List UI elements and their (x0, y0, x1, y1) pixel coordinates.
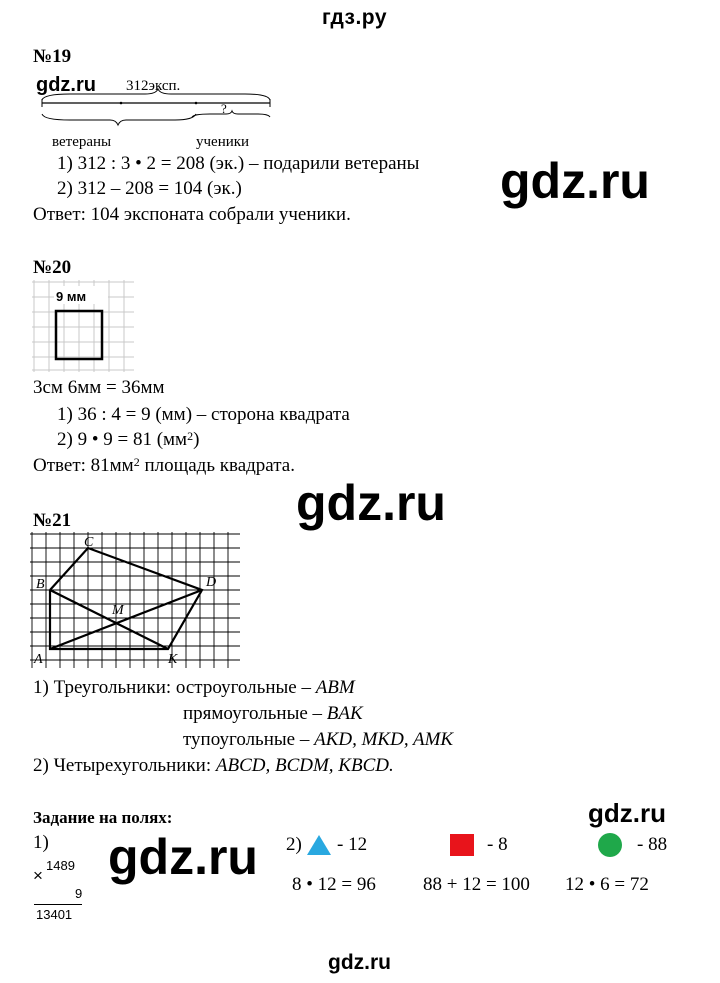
margin-task-part-1-label: 1) (33, 832, 49, 853)
task-20-answer: Ответ: $81мм^2$ площадь квадрата. (33, 455, 295, 476)
multiplication-column (33, 856, 93, 926)
point-label-a: A (34, 652, 43, 667)
task-20-square-drawing (32, 280, 134, 372)
margin-calc-2: 88 + 12 = 100 (423, 874, 530, 895)
segment-dot (195, 102, 198, 105)
task-21-geometry-drawing (30, 532, 240, 670)
site-header: гдз.ру (322, 6, 388, 29)
margin-task-part-2-label: 2) (286, 834, 302, 855)
diagram-total-label: 312эксп. (126, 78, 181, 94)
task-21-number: №21 (33, 510, 72, 531)
watermark: gdz.ru (108, 829, 258, 885)
task-21-line-2: прямоугольные – BAK (183, 703, 363, 724)
mult-result: 13401 (36, 907, 73, 922)
point-label-d: D (206, 575, 217, 590)
square-icon (450, 834, 474, 856)
mult-top: 1489 (46, 858, 75, 873)
triangle-icon (306, 834, 332, 856)
task-20-step-2: 2) 9 • 9 = 81 $(мм^2)$ (57, 429, 200, 450)
right-small-brace (192, 111, 270, 117)
watermark: gdz.ru (500, 153, 650, 209)
square-value: - 8 (487, 834, 508, 855)
task-19-number: №19 (33, 46, 72, 67)
margin-calc-1: 8 • 12 = 96 (292, 874, 376, 895)
task-19-answer: Ответ: 104 экспоната собрали ученики. (33, 204, 351, 225)
point-label-c: C (84, 535, 94, 550)
task-19-step-1: 1) 312 : 3 • 2 = 208 (эк.) – подарили ветераны (57, 153, 420, 174)
square-side-label: 9 мм (56, 289, 87, 304)
diagram-right-label: ученики (196, 134, 250, 150)
task-19-segment-diagram (30, 72, 290, 152)
task-20-conversion: 3см 6мм = 36мм (33, 377, 165, 398)
watermark: gdz.ru (588, 798, 666, 828)
mult-bottom: 9 (75, 886, 83, 901)
point-label-k: K (168, 652, 178, 667)
task-21-line-3: тупоугольные – AKD, MKD, AMK (183, 729, 454, 750)
task-21-line-4: 2) Четырехугольники: ABCD, BCDM, KBCD. (33, 755, 394, 776)
circle-value: - 88 (637, 834, 668, 855)
task-19-step-2: 2) 312 – 208 = 104 (эк.) (57, 178, 242, 199)
mult-line (34, 904, 82, 905)
task-21-line-1: 1) Треугольники: остроугольные – ABM (33, 677, 355, 698)
task-20-number: №20 (33, 257, 72, 278)
segment-dot (120, 102, 123, 105)
margin-calc-3: 12 • 6 = 72 (565, 874, 649, 895)
watermark: gdz.ru (296, 475, 446, 531)
point-label-m: M (112, 603, 124, 618)
watermark: gdz.ru (36, 74, 96, 96)
point-label-b: B (36, 577, 45, 592)
bottom-brace (42, 114, 196, 125)
triangle-value: - 12 (337, 834, 368, 855)
mult-sign: × (33, 866, 43, 885)
site-footer: gdz.ru (328, 951, 391, 974)
diagram-left-label: ветераны (52, 134, 112, 150)
margin-task-title: Задание на полях: (33, 808, 173, 827)
task-20-step-1: 1) 36 : 4 = 9 (мм) – сторона квадрата (57, 404, 350, 425)
diagram-question: ? (221, 101, 227, 116)
circle-icon (598, 833, 622, 857)
